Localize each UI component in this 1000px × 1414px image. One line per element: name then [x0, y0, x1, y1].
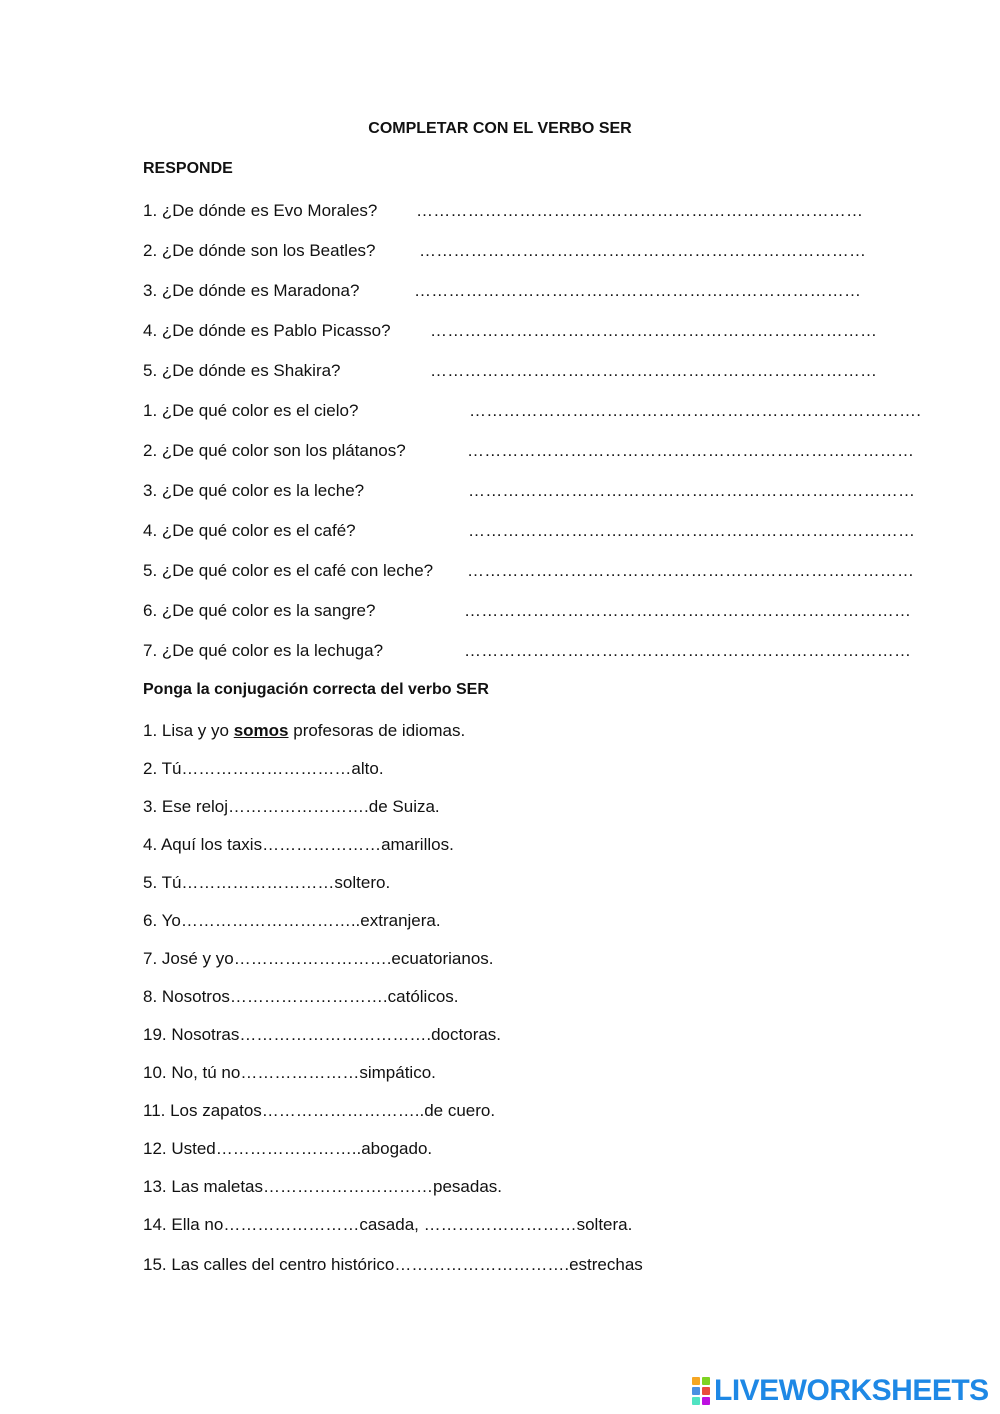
fill-in-sentence[interactable]: 11. Los zapatos………………………..de cuero. — [143, 1101, 496, 1120]
section-heading-responde: RESPONDE — [143, 160, 233, 177]
example-sentence — [143, 721, 465, 741]
answer-blank[interactable]: …………………………………………………………………… — [464, 641, 912, 660]
answer-blank[interactable]: …………………………………………………………………… — [468, 521, 916, 540]
question-text: 5. ¿De dónde es Shakira? — [143, 361, 341, 380]
fill-in-sentence[interactable]: 15. Las calles del centro histórico………………………….estrechas — [143, 1255, 643, 1274]
question-text: 5. ¿De qué color es el café con leche? — [143, 561, 434, 580]
answer-blank[interactable]: …………………………………………………………………… — [419, 241, 867, 260]
fill-in-sentence[interactable]: 3. Ese reloj…………………….de Suiza. — [143, 797, 440, 816]
answer-blank[interactable]: ……………………………………………………………………. — [469, 401, 922, 420]
fill-in-sentence[interactable]: 19. Nosotras…………………………….doctoras. — [143, 1025, 502, 1044]
question-text: 1. ¿De qué color es el cielo? — [143, 401, 359, 420]
fill-in-sentence[interactable]: 5. Tú………………………soltero. — [143, 873, 391, 892]
liveworksheets-logo — [692, 1374, 989, 1408]
fill-in-sentence[interactable]: 13. Las maletas…………………………pesadas. — [143, 1177, 503, 1196]
question-text: 2. ¿De dónde son los Beatles? — [143, 241, 376, 260]
answer-blank[interactable]: …………………………………………………………………… — [430, 361, 878, 380]
worksheet-title: COMPLETAR CON EL VERBO SER — [368, 120, 632, 137]
fill-in-sentence[interactable]: 6. Yo…………………………..extranjera. — [143, 911, 441, 930]
fill-in-sentence[interactable]: 8. Nosotros……………………….católicos. — [143, 987, 459, 1006]
question-text: 4. ¿De qué color es el café? — [143, 521, 356, 540]
fill-in-sentence[interactable]: 2. Tú…………………………alto. — [143, 759, 384, 778]
liveworksheets-logo-text: LIVEWORKSHEETS — [714, 1374, 989, 1407]
question-text: 3. ¿De qué color es la leche? — [143, 481, 365, 500]
question-text: 4. ¿De dónde es Pablo Picasso? — [143, 321, 391, 340]
question-text: 1. ¿De dónde es Evo Morales? — [143, 201, 378, 220]
answer-blank[interactable]: …………………………………………………………………… — [467, 441, 915, 460]
fill-in-sentence[interactable]: 14. Ella no……………………casada, ………………………soltera. — [143, 1215, 633, 1234]
section-heading-conjugacion: Ponga la conjugación correcta del verbo SER — [143, 681, 489, 698]
example-answer: somos — [233, 721, 289, 740]
answer-blank[interactable]: …………………………………………………………………… — [468, 481, 916, 500]
example-before: 1. Lisa y yo — [143, 721, 234, 740]
answer-blank[interactable]: …………………………………………………………………… — [430, 321, 878, 340]
fill-in-sentence[interactable]: 4. Aquí los taxis…………………amarillos. — [143, 835, 454, 854]
liveworksheets-logo-icon — [692, 1377, 710, 1405]
fill-in-sentence[interactable]: 7. José y yo……………………….ecuatorianos. — [143, 949, 494, 968]
question-text: 2. ¿De qué color son los plátanos? — [143, 441, 406, 460]
fill-in-sentence[interactable]: 12. Usted……………………..abogado. — [143, 1139, 433, 1158]
question-text: 7. ¿De qué color es la lechuga? — [143, 641, 384, 660]
example-after: profesoras de idiomas. — [288, 721, 466, 740]
fill-in-sentence[interactable]: 10. No, tú no…………………simpático. — [143, 1063, 436, 1082]
answer-blank[interactable]: …………………………………………………………………… — [464, 601, 912, 620]
question-text: 6. ¿De qué color es la sangre? — [143, 601, 376, 620]
answer-blank[interactable]: …………………………………………………………………… — [416, 201, 864, 220]
question-text: 3. ¿De dónde es Maradona? — [143, 281, 360, 300]
answer-blank[interactable]: …………………………………………………………………… — [414, 281, 862, 300]
answer-blank[interactable]: …………………………………………………………………… — [467, 561, 915, 580]
